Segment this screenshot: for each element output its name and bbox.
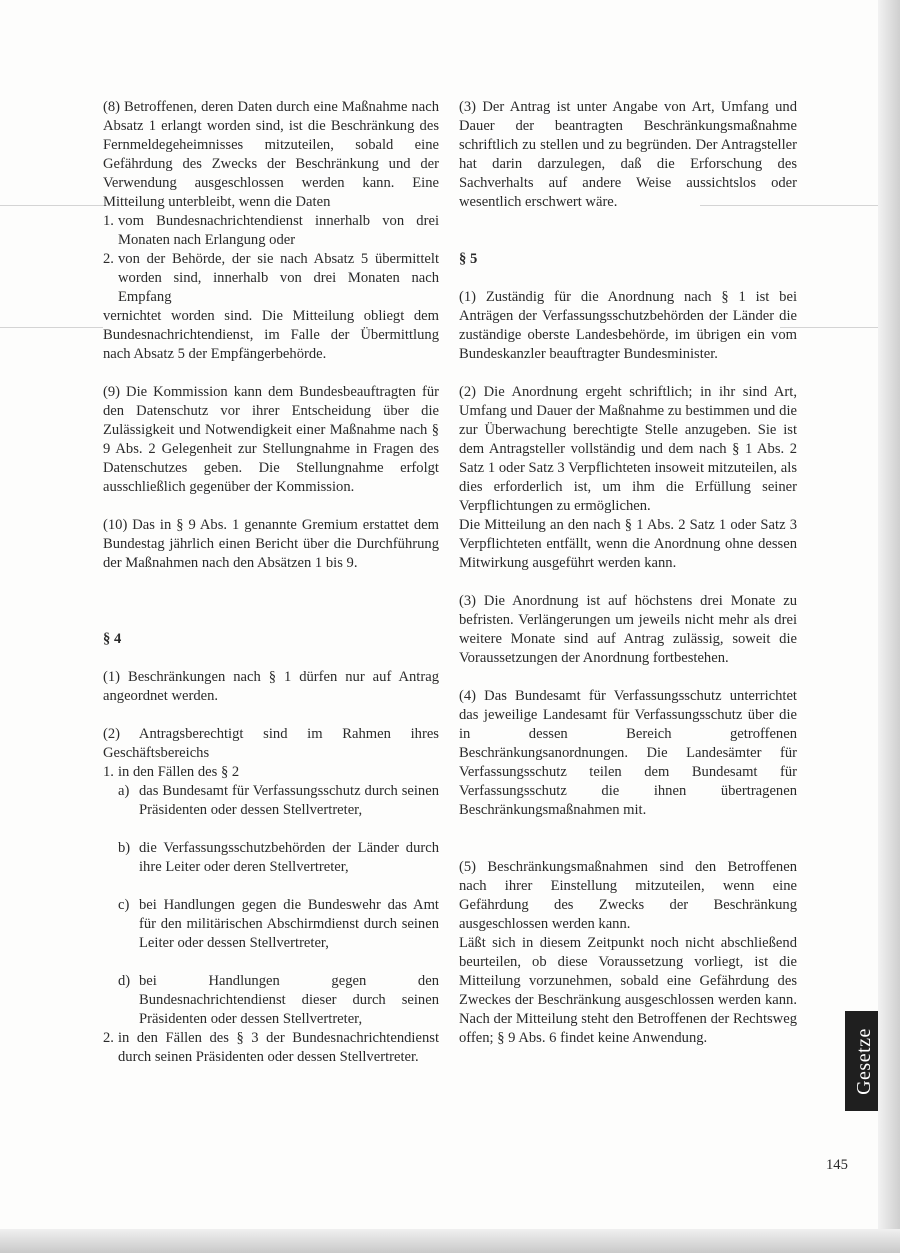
list-number: 1. bbox=[103, 213, 114, 229]
list-number: 2. bbox=[103, 1030, 114, 1046]
page-edge-shadow bbox=[0, 1229, 900, 1253]
list-text: bei Handlungen gegen die Bundeswehr das Amt für den militärischen Abschirmdienst durch seinen Leiter oder dessen Stellvertreter, bbox=[139, 897, 439, 951]
section-5-paragraph-5: (5) Beschränkungsmaßnahmen sind den Betroffenen nach ihrer Einstellung mitzuteilen, wenn eine Gefährdung des Zwecks der Beschränkung ausgeschlossen werden kann. bbox=[459, 859, 797, 932]
page-edge-shadow bbox=[878, 0, 900, 1253]
list-item bbox=[103, 250, 439, 307]
list-text: von der Behörde, der sie nach Absatz 5 übermittelt worden sind, innerhalb von drei Monaten nach Empfang bbox=[118, 251, 439, 305]
section-heading-5: § 5 bbox=[459, 251, 478, 267]
list-letter: a) bbox=[118, 783, 130, 799]
list-letter: c) bbox=[118, 897, 130, 913]
page-number: 145 bbox=[826, 1157, 848, 1173]
section-5-paragraph-1: (1) Zuständig für die Anordnung nach § 1 ist bei Anträgen der Verfassungsschutzbehörden der Länder die zuständige oberste Landesbehörde, im übrigen ein vom Bundeskanzler beauftragter Bundesminister. bbox=[459, 289, 797, 362]
list-text: das Bundesamt für Verfassungsschutz durch seinen Präsidenten oder dessen Stellvertreter, bbox=[139, 783, 439, 818]
sub-list-item bbox=[118, 896, 439, 953]
paragraph-9: (9) Die Kommission kann dem Bundesbeauftragten für den Datenschutz vor ihrer Entscheidung über die Zulässigkeit und Notwendigkeit einer Maßnahme nach § 9 Abs. 2 Gelegenheit zur Stellungnahme in Fragen des Datenschutzes geben. Die Stellungnahme erfolgt ausschließlich gegenüber der Kommission. bbox=[103, 384, 439, 495]
list-item bbox=[103, 763, 439, 782]
list-item bbox=[103, 212, 439, 250]
section-5-paragraph-4: (4) Das Bundesamt für Verfassungsschutz unterrichtet das jeweilige Landesamt für Verfassungsschutz über die in dessen Bereich getroffenen Beschränkungsanordnungen. Die Landesämter für Verfassungsschutz teilen dem Bundesamt für Verfassungsschutz die ihnen übertragenen Beschränkungsmaßnahmen mit. bbox=[459, 688, 797, 818]
section-4-paragraph-2-intro: (2) Antragsberechtigt sind im Rahmen ihres Geschäftsbereichs bbox=[103, 726, 439, 761]
list-text: vom Bundesnachrichtendienst innerhalb von drei Monaten nach Erlangung oder bbox=[118, 213, 439, 248]
section-5-paragraph-2b: Die Mitteilung an den nach § 1 Abs. 2 Satz 1 oder Satz 3 Verpflichteten entfällt, wenn die Anordnung ohne dessen Mitwirkung ausgeführt werden kann. bbox=[459, 517, 797, 571]
sub-list-item bbox=[118, 839, 439, 877]
section-5-paragraph-2: (2) Die Anordnung ergeht schriftlich; in ihr sind Art, Umfang und Dauer der Maßnahme zu bestimmen und die zur Überwachung berechtigte Stelle anzugeben. Sie ist dem Antragsteller vollständig und dem nach § 1 Abs. 2 Satz 1 oder Satz 3 Verpflichteten insoweit mitzuteilen, als dies erforderlich ist, um ihm die Erfüllung seiner Verpflichtungen zu ermöglichen. bbox=[459, 384, 797, 514]
list-letter: b) bbox=[118, 840, 131, 856]
scan-line bbox=[0, 327, 103, 328]
side-tab-label: Gesetze bbox=[852, 1027, 875, 1095]
paragraph-8-intro: (8) Betroffenen, deren Daten durch eine Maßnahme nach Absatz 1 erlangt worden sind, ist die Beschränkung des Fernmeldegeheimnisses mitzuteilen, sobald eine Gefährdung des Zwecks der Beschränkung und der Verwendung ausgeschlossen werden kann. Eine Mitteilung unterbleibt, wenn die Daten bbox=[103, 99, 439, 210]
right-column bbox=[459, 98, 797, 1048]
section-5-paragraph-3: (3) Die Anordnung ist auf höchstens drei Monate zu befristen. Verlängerungen um jeweils nicht mehr als drei weitere Monate sind auf Antrag zulässig, soweit die Voraussetzungen der Anordnung fortbestehen. bbox=[459, 593, 797, 666]
paragraph-10: (10) Das in § 9 Abs. 1 genannte Gremium erstattet dem Bundestag jährlich einen Bericht über die Durchführung der Maßnahmen nach den Absätzen 1 bis 9. bbox=[103, 517, 439, 571]
sub-list-item bbox=[118, 782, 439, 820]
list-number: 2. bbox=[103, 251, 114, 267]
section-5-paragraph-5b: Läßt sich in diesem Zeitpunkt noch nicht abschließend beurteilen, ob diese Voraussetzung vorliegt, ist die Mitteilung vorzunehmen, sobald eine Gefährdung des Zweckes der Beschränkung ausgeschlossen werden kann. Nach der Mitteilung steht den Betroffenen der Rechtsweg offen; § 9 Abs. 6 findet keine Anwendung. bbox=[459, 935, 797, 1046]
sub-list-item bbox=[118, 972, 439, 1029]
list-text: die Verfassungsschutzbehörden der Länder durch ihre Leiter oder deren Stellvertreter, bbox=[139, 840, 439, 875]
list-number: 1. bbox=[103, 764, 114, 780]
list-item bbox=[103, 1029, 439, 1067]
section-heading-4: § 4 bbox=[103, 631, 122, 647]
list-letter: d) bbox=[118, 973, 131, 989]
scan-line bbox=[0, 205, 103, 206]
list-text: bei Handlungen gegen den Bundesnachrichtendienst dieser durch seinen Präsidenten oder dessen Stellvertreter, bbox=[139, 973, 439, 1027]
list-text: in den Fällen des § 2 bbox=[118, 764, 240, 780]
section-4-paragraph-3: (3) Der Antrag ist unter Angabe von Art, Umfang und Dauer der beantragten Beschränkungsmaßnahme schriftlich zu stellen und zu begründen. Der Antragsteller hat darin darzulegen, daß die Erforschung des Sachverhalts auf andere Weise aussichtslos oder wesentlich erschwert wäre. bbox=[459, 99, 797, 210]
left-column bbox=[103, 98, 439, 1067]
list-text: in den Fällen des § 3 der Bundesnachrichtendienst durch seinen Präsidenten oder dessen Stellvertreter. bbox=[118, 1030, 439, 1065]
paragraph-8-outro: vernichtet worden sind. Die Mitteilung obliegt dem Bundesnachrichtendienst, im Falle der Übermittlung nach Absatz 5 der Empfängerbehörde. bbox=[103, 308, 439, 362]
section-4-paragraph-1: (1) Beschränkungen nach § 1 dürfen nur auf Antrag angeordnet werden. bbox=[103, 669, 439, 704]
